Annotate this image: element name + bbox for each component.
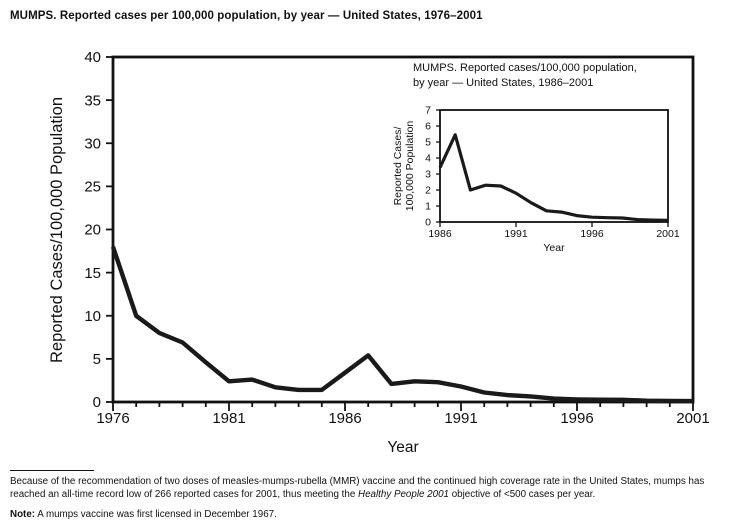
main-x-tick-label: 1996	[560, 410, 594, 427]
main-y-tick-label: 30	[84, 135, 101, 153]
footnote-part-after: objective of <500 cases per year.	[448, 489, 596, 500]
footnote-text	[10, 475, 742, 501]
footnote-divider	[10, 470, 94, 471]
inset-y-tick-label: 1	[425, 200, 431, 213]
inset-y-tick-label: 4	[425, 152, 431, 165]
main-x-axis-title: Year	[387, 439, 419, 456]
main-x-tick-label: 1981	[212, 410, 246, 427]
inset-title-line1: MUMPS. Reported cases/100,000 population,	[413, 62, 637, 74]
main-y-tick-label: 0	[92, 394, 101, 412]
note-text	[10, 509, 742, 521]
inset-plot-frame	[440, 110, 668, 222]
footnote-section	[10, 470, 742, 521]
inset-y-axis-title-line1: Reported Cases/	[392, 126, 404, 206]
main-plot-frame	[113, 57, 693, 402]
inset-chart-title	[413, 61, 637, 91]
inset-y-tick-label: 0	[425, 216, 431, 229]
main-y-tick-label: 10	[84, 307, 101, 325]
inset-x-tick-label: 1991	[504, 228, 528, 240]
main-y-tick-label: 20	[84, 221, 101, 239]
note-body: A mumps vaccine was first licensed in December 1967.	[35, 509, 277, 520]
main-y-axis-title: Reported Cases/100,000 Population	[48, 96, 66, 364]
main-x-tick-label: 1976	[96, 410, 130, 427]
main-y-tick-label: 35	[84, 92, 101, 110]
inset-y-axis-title-line2: 100,000 Population	[404, 120, 416, 212]
figure-title: MUMPS. Reported cases per 100,000 population, by year — United States, 1976–2001	[10, 10, 483, 22]
inset-y-tick-label: 5	[425, 136, 431, 149]
main-data-line	[113, 247, 693, 401]
inset-x-tick-label: 1986	[428, 228, 452, 240]
inset-data-line	[440, 135, 668, 221]
main-x-tick-label: 2001	[676, 410, 710, 427]
main-y-tick-label: 15	[84, 264, 101, 282]
main-y-tick-label: 25	[84, 178, 101, 196]
inset-title-line2: by year — United States, 1986–2001	[413, 77, 594, 89]
inset-y-tick-label: 2	[425, 184, 431, 197]
main-x-tick-label: 1991	[444, 410, 478, 427]
inset-y-tick-label: 6	[425, 120, 431, 133]
footnote-italic-phrase: Healthy People 2001	[358, 489, 449, 500]
inset-x-tick-label: 2001	[656, 228, 680, 240]
inset-y-tick-label: 7	[425, 104, 431, 117]
main-y-tick-label: 5	[92, 351, 101, 369]
inset-y-tick-label: 3	[425, 168, 431, 181]
inset-x-axis-title: Year	[543, 242, 565, 254]
note-label: Note:	[10, 509, 36, 520]
main-y-tick-label: 40	[84, 49, 101, 67]
footnote-part-before: Because of the recommendation of two doses of measles-mumps-rubella (MMR) vaccine and the continued high coverage rate in the United States, mumps has reached an all-time record low of 266 reported cases for 2001, thus meeting the	[10, 476, 705, 500]
main-x-tick-label: 1986	[328, 410, 362, 427]
inset-x-tick-label: 1996	[580, 228, 604, 240]
